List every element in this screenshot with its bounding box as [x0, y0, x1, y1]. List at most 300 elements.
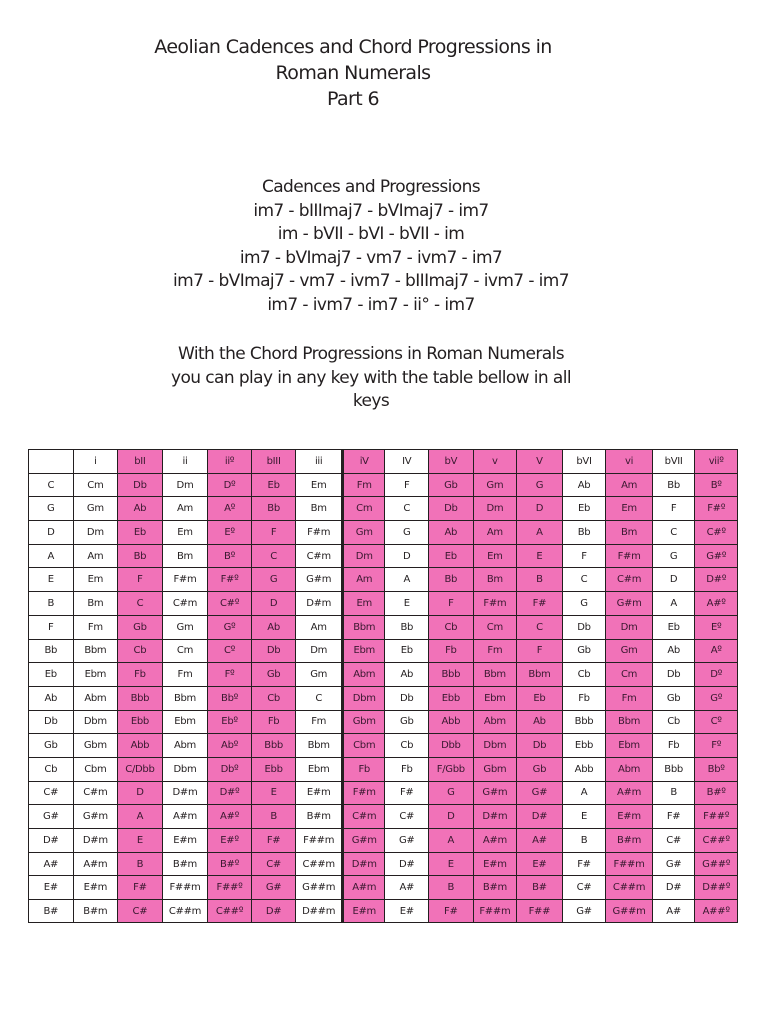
chord-cell: Em: [606, 497, 653, 521]
key-cell: Eb: [29, 663, 74, 687]
table-row: [29, 829, 738, 853]
chord-cell: Db: [429, 497, 474, 521]
chord-cell: Bb: [251, 497, 296, 521]
chord-cell: Gbm: [342, 710, 385, 734]
chord-cell: C##º: [208, 900, 252, 923]
chord-cell: C#m: [162, 592, 208, 616]
chord-cell: C#m: [342, 805, 385, 829]
chord-cell: B#m: [606, 829, 653, 853]
key-cell: D: [29, 521, 74, 545]
title-line: Roman Numerals: [275, 62, 431, 84]
chord-cell: Dbb: [429, 734, 474, 758]
chord-cell: E: [251, 781, 296, 805]
chord-cell: C##m: [296, 852, 343, 876]
chord-cell: A##º: [695, 900, 738, 923]
chord-cell: Fm: [606, 686, 653, 710]
chord-cell: Ab: [385, 663, 429, 687]
chord-cell: A#: [385, 876, 429, 900]
chord-cell: Bb: [385, 615, 429, 639]
chord-cell: Cb: [118, 639, 163, 663]
chord-cell: Ebb: [118, 710, 163, 734]
chord-cell: Db: [385, 686, 429, 710]
chord-cell: Eb: [251, 473, 296, 497]
chord-cell: Ebm: [342, 639, 385, 663]
chord-cell: Eb: [118, 521, 163, 545]
chord-cell: Bb: [652, 473, 695, 497]
chord-cell: Cm: [73, 473, 118, 497]
chord-cell: Eº: [208, 521, 252, 545]
chord-cell: Bbb: [429, 663, 474, 687]
column-header: IV: [385, 450, 429, 474]
chord-cell: D#m: [73, 829, 118, 853]
chord-cell: A: [429, 829, 474, 853]
chord-cell: A#m: [162, 805, 208, 829]
chord-cell: C: [118, 592, 163, 616]
chord-cell: Bb: [562, 521, 606, 545]
chord-cell: C#: [652, 829, 695, 853]
chord-cell: Cm: [473, 615, 517, 639]
chord-cell: E#: [517, 852, 563, 876]
chord-cell: A#m: [473, 829, 517, 853]
chord-cell: Gm: [162, 615, 208, 639]
chord-cell: Bm: [162, 544, 208, 568]
chord-cell: B#m: [162, 852, 208, 876]
title-line: Part 6: [326, 88, 380, 110]
chord-cell: D: [118, 781, 163, 805]
chord-cell: Bb: [429, 568, 474, 592]
chord-cell: Gb: [118, 615, 163, 639]
table-row: [29, 805, 738, 829]
chord-cell: E: [429, 852, 474, 876]
chord-cell: Fm: [473, 639, 517, 663]
chord-cell: Abb: [562, 757, 606, 781]
chord-cell: Dm: [73, 521, 118, 545]
chord-cell: E#m: [606, 805, 653, 829]
chord-cell: Dº: [695, 663, 738, 687]
chord-cell: Am: [296, 615, 343, 639]
chord-cell: Cm: [342, 497, 385, 521]
chord-cell: D: [429, 805, 474, 829]
chord-cell: Ebm: [162, 710, 208, 734]
chord-cell: Gbm: [73, 734, 118, 758]
chord-cell: Abb: [118, 734, 163, 758]
chord-cell: G#: [251, 876, 296, 900]
chord-cell: D: [251, 592, 296, 616]
chord-cell: B#m: [73, 900, 118, 923]
chord-cell: Dm: [473, 497, 517, 521]
chord-cell: F#º: [695, 497, 738, 521]
chord-cell: D##º: [695, 876, 738, 900]
chord-cell: Fb: [429, 639, 474, 663]
column-header: bIII: [251, 450, 296, 474]
chord-cell: Cb: [251, 686, 296, 710]
chord-cell: Bbm: [162, 686, 208, 710]
chord-cell: Ab: [118, 497, 163, 521]
column-header: ii: [162, 450, 208, 474]
chord-cell: Gm: [606, 639, 653, 663]
chord-cell: F##m: [606, 852, 653, 876]
chord-cell: Cb: [652, 710, 695, 734]
chord-cell: Bbm: [473, 663, 517, 687]
chord-cell: Eb: [562, 497, 606, 521]
chord-cell: D#: [652, 876, 695, 900]
chord-cell: E#: [385, 900, 429, 923]
chord-cell: Eº: [695, 615, 738, 639]
chord-cell: Dbm: [162, 757, 208, 781]
chord-cell: Bbm: [342, 615, 385, 639]
chord-cell: G#: [517, 781, 563, 805]
chord-cell: A: [517, 521, 563, 545]
table-row: [29, 686, 738, 710]
chord-cell: Gb: [517, 757, 563, 781]
chord-cell: Gm: [73, 497, 118, 521]
chord-cell: C: [385, 497, 429, 521]
chord-cell: G#º: [695, 544, 738, 568]
progression-item: im7 - ivm7 - im7 - ii° - im7: [267, 294, 475, 315]
chord-cell: B: [562, 829, 606, 853]
chord-cell: B: [251, 805, 296, 829]
chord-table: [28, 449, 738, 923]
chord-cell: A#m: [73, 852, 118, 876]
chord-cell: Ab: [652, 639, 695, 663]
chord-cell: G: [385, 521, 429, 545]
table-row: [29, 568, 738, 592]
page-title: [0, 34, 706, 112]
chord-cell: D#: [385, 852, 429, 876]
chord-cell: Cb: [562, 663, 606, 687]
key-cell: F: [29, 615, 74, 639]
chord-cell: Fb: [251, 710, 296, 734]
key-cell: C: [29, 473, 74, 497]
chord-cell: Bbb: [118, 686, 163, 710]
key-cell: G: [29, 497, 74, 521]
table-header-row: [29, 450, 738, 474]
table-row: [29, 781, 738, 805]
chord-cell: Dº: [208, 473, 252, 497]
chord-cell: F#m: [606, 544, 653, 568]
chord-cell: Gº: [208, 615, 252, 639]
chord-cell: Db: [517, 734, 563, 758]
chord-cell: Gb: [251, 663, 296, 687]
chord-cell: Aº: [208, 497, 252, 521]
chord-cell: E#m: [162, 829, 208, 853]
column-header: bV: [429, 450, 474, 474]
chord-cell: Fº: [695, 734, 738, 758]
column-header: v: [473, 450, 517, 474]
chord-cell: Gm: [342, 521, 385, 545]
chord-cell: F##: [517, 900, 563, 923]
key-cell: B: [29, 592, 74, 616]
chord-cell: G: [429, 781, 474, 805]
chord-cell: Dbm: [473, 734, 517, 758]
chord-cell: Bm: [296, 497, 343, 521]
column-header: bVII: [652, 450, 695, 474]
chord-cell: E#º: [208, 829, 252, 853]
chord-cell: F#º: [208, 568, 252, 592]
chord-cell: B#º: [695, 781, 738, 805]
chord-cell: E#m: [473, 852, 517, 876]
table-row: [29, 900, 738, 923]
key-cell: B#: [29, 900, 74, 923]
chord-cell: F#: [517, 592, 563, 616]
chord-cell: C##º: [695, 829, 738, 853]
chord-cell: A#º: [208, 805, 252, 829]
key-cell: A: [29, 544, 74, 568]
chord-cell: Cm: [162, 639, 208, 663]
intro-line: you can play in any key with the table bellow in all: [171, 367, 571, 388]
chord-cell: D#m: [296, 592, 343, 616]
chord-cell: F#: [385, 781, 429, 805]
chord-cell: G#m: [342, 829, 385, 853]
chord-cell: F: [118, 568, 163, 592]
chord-cell: G: [652, 544, 695, 568]
chord-cell: D#: [251, 900, 296, 923]
chord-cell: Am: [606, 473, 653, 497]
chord-cell: C: [251, 544, 296, 568]
chord-cell: F: [517, 639, 563, 663]
chord-cell: Ab: [251, 615, 296, 639]
table-row: [29, 473, 738, 497]
chord-cell: E: [517, 544, 563, 568]
chord-cell: Fm: [162, 663, 208, 687]
chord-cell: Fº: [208, 663, 252, 687]
chord-cell: C#: [385, 805, 429, 829]
column-header: iV: [342, 450, 385, 474]
chord-cell: Aº: [695, 639, 738, 663]
chord-cell: Ebº: [208, 710, 252, 734]
chord-cell: Ab: [562, 473, 606, 497]
key-cell: C#: [29, 781, 74, 805]
chord-cell: F#m: [342, 781, 385, 805]
chord-cell: F##º: [695, 805, 738, 829]
chord-cell: Cº: [695, 710, 738, 734]
chord-cell: E#m: [296, 781, 343, 805]
column-header: [29, 450, 74, 474]
chord-cell: A#m: [606, 781, 653, 805]
chord-cell: F#: [429, 900, 474, 923]
chord-cell: D#m: [473, 805, 517, 829]
chord-cell: E#m: [342, 900, 385, 923]
chord-cell: C#: [251, 852, 296, 876]
chord-cell: D#m: [162, 781, 208, 805]
chord-cell: C#: [562, 876, 606, 900]
chord-cell: Em: [342, 592, 385, 616]
chord-cell: Ebb: [251, 757, 296, 781]
chord-cell: Fb: [652, 734, 695, 758]
chord-cell: Em: [162, 521, 208, 545]
chord-cell: B: [429, 876, 474, 900]
chord-cell: G: [562, 592, 606, 616]
chord-cell: Em: [73, 568, 118, 592]
progression-item: im7 - bVImaj7 - vm7 - ivm7 - im7: [239, 247, 503, 268]
intro-line: keys: [352, 391, 390, 411]
chord-cell: G#m: [296, 568, 343, 592]
chord-cell: D#º: [208, 781, 252, 805]
chord-cell: F: [429, 592, 474, 616]
table-row: [29, 615, 738, 639]
chord-cell: Db: [652, 663, 695, 687]
chord-cell: F#: [562, 852, 606, 876]
chord-cell: F#m: [162, 568, 208, 592]
progression-item: im7 - bIIImaj7 - bVImaj7 - im7: [253, 200, 489, 221]
chord-cell: C#m: [296, 544, 343, 568]
chord-cell: G#: [385, 829, 429, 853]
column-header: bVI: [562, 450, 606, 474]
chord-cell: Ab: [517, 710, 563, 734]
chord-cell: F##m: [473, 900, 517, 923]
table-row: [29, 639, 738, 663]
chord-cell: Fb: [342, 757, 385, 781]
table-row: [29, 734, 738, 758]
chord-cell: Fm: [73, 615, 118, 639]
key-cell: Cb: [29, 757, 74, 781]
key-cell: E: [29, 568, 74, 592]
chord-cell: Bbm: [606, 710, 653, 734]
chord-cell: B#m: [473, 876, 517, 900]
intro-line: With the Chord Progressions in Roman Numerals: [178, 344, 564, 364]
chord-cell: Cb: [429, 615, 474, 639]
chord-cell: Abm: [342, 663, 385, 687]
chord-cell: C/Dbb: [118, 757, 163, 781]
chord-cell: Fb: [562, 686, 606, 710]
chord-cell: E#m: [73, 876, 118, 900]
chord-cell: B: [118, 852, 163, 876]
chord-cell: G#: [652, 852, 695, 876]
chord-cell: Gbm: [473, 757, 517, 781]
column-header: iii: [296, 450, 343, 474]
chord-cell: C: [517, 615, 563, 639]
chord-cell: Fm: [296, 710, 343, 734]
chord-cell: A#: [517, 829, 563, 853]
chord-cell: F/Gbb: [429, 757, 474, 781]
chord-cell: A#º: [695, 592, 738, 616]
chord-cell: A: [385, 568, 429, 592]
chord-cell: A: [652, 592, 695, 616]
chord-cell: Gm: [296, 663, 343, 687]
chord-cell: Gb: [429, 473, 474, 497]
chord-cell: Cb: [385, 734, 429, 758]
chord-cell: Cº: [208, 639, 252, 663]
chord-cell: C##m: [162, 900, 208, 923]
chord-cell: G#m: [606, 592, 653, 616]
chord-cell: Bbm: [517, 663, 563, 687]
chord-cell: D#m: [342, 852, 385, 876]
column-header: iiº: [208, 450, 252, 474]
chord-cell: C##m: [606, 876, 653, 900]
progressions-section: [0, 176, 742, 317]
chord-cell: E: [562, 805, 606, 829]
chord-cell: Cbm: [342, 734, 385, 758]
column-header: V: [517, 450, 563, 474]
chord-cell: C#: [118, 900, 163, 923]
chord-cell: F#m: [473, 592, 517, 616]
chord-cell: G#m: [73, 805, 118, 829]
chord-cell: Eb: [429, 544, 474, 568]
chord-cell: Bbb: [562, 710, 606, 734]
key-cell: D#: [29, 829, 74, 853]
chord-cell: Dm: [606, 615, 653, 639]
chord-cell: Gm: [473, 473, 517, 497]
chord-cell: Am: [473, 521, 517, 545]
chord-cell: F#: [251, 829, 296, 853]
chord-cell: Abb: [429, 710, 474, 734]
chord-cell: Dbm: [73, 710, 118, 734]
chord-cell: Abm: [73, 686, 118, 710]
chord-cell: Dbm: [342, 686, 385, 710]
chord-cell: Dm: [162, 473, 208, 497]
chord-cell: G#m: [473, 781, 517, 805]
chord-cell: Gb: [652, 686, 695, 710]
chord-cell: Gb: [385, 710, 429, 734]
chord-cell: Dm: [296, 639, 343, 663]
chord-cell: Ebb: [562, 734, 606, 758]
chord-cell: Bbm: [73, 639, 118, 663]
column-header: vi: [606, 450, 653, 474]
chord-cell: F: [562, 544, 606, 568]
chord-cell: Fb: [385, 757, 429, 781]
chord-cell: G##º: [695, 852, 738, 876]
chord-cell: C#m: [73, 781, 118, 805]
chord-cell: Bbb: [251, 734, 296, 758]
key-cell: Gb: [29, 734, 74, 758]
chord-cell: Db: [562, 615, 606, 639]
chord-cell: Ebm: [73, 663, 118, 687]
chord-cell: A: [118, 805, 163, 829]
chord-cell: Dbº: [208, 757, 252, 781]
chord-cell: B: [652, 781, 695, 805]
key-cell: E#: [29, 876, 74, 900]
chord-cell: Abm: [162, 734, 208, 758]
chord-cell: Bm: [606, 521, 653, 545]
chord-cell: Gº: [695, 686, 738, 710]
chord-cell: F##m: [296, 829, 343, 853]
chord-cell: A#: [652, 900, 695, 923]
key-cell: Bb: [29, 639, 74, 663]
key-cell: A#: [29, 852, 74, 876]
table-row: [29, 592, 738, 616]
chord-cell: Em: [296, 473, 343, 497]
table-row: [29, 663, 738, 687]
chord-cell: E: [118, 829, 163, 853]
chord-cell: Ab: [429, 521, 474, 545]
chord-cell: Bbm: [296, 734, 343, 758]
chord-cell: Bbb: [652, 757, 695, 781]
chord-cell: Eb: [517, 686, 563, 710]
table-row: [29, 521, 738, 545]
chord-cell: A#m: [342, 876, 385, 900]
chord-cell: Eb: [652, 615, 695, 639]
column-header: viiº: [695, 450, 738, 474]
chord-cell: Abm: [473, 710, 517, 734]
chord-cell: Bb: [118, 544, 163, 568]
chord-cell: C#m: [606, 568, 653, 592]
chord-cell: D#: [517, 805, 563, 829]
chord-cell: F: [385, 473, 429, 497]
chord-cell: C: [562, 568, 606, 592]
column-header: bII: [118, 450, 163, 474]
chord-cell: G: [517, 473, 563, 497]
chord-cell: Ebb: [429, 686, 474, 710]
table-row: [29, 757, 738, 781]
chord-cell: Fb: [118, 663, 163, 687]
chord-cell: Db: [251, 639, 296, 663]
chord-cell: F#: [652, 805, 695, 829]
chord-cell: F##m: [162, 876, 208, 900]
chord-cell: Bbº: [208, 686, 252, 710]
key-cell: Ab: [29, 686, 74, 710]
chord-cell: Gb: [562, 639, 606, 663]
chord-cell: G##m: [606, 900, 653, 923]
